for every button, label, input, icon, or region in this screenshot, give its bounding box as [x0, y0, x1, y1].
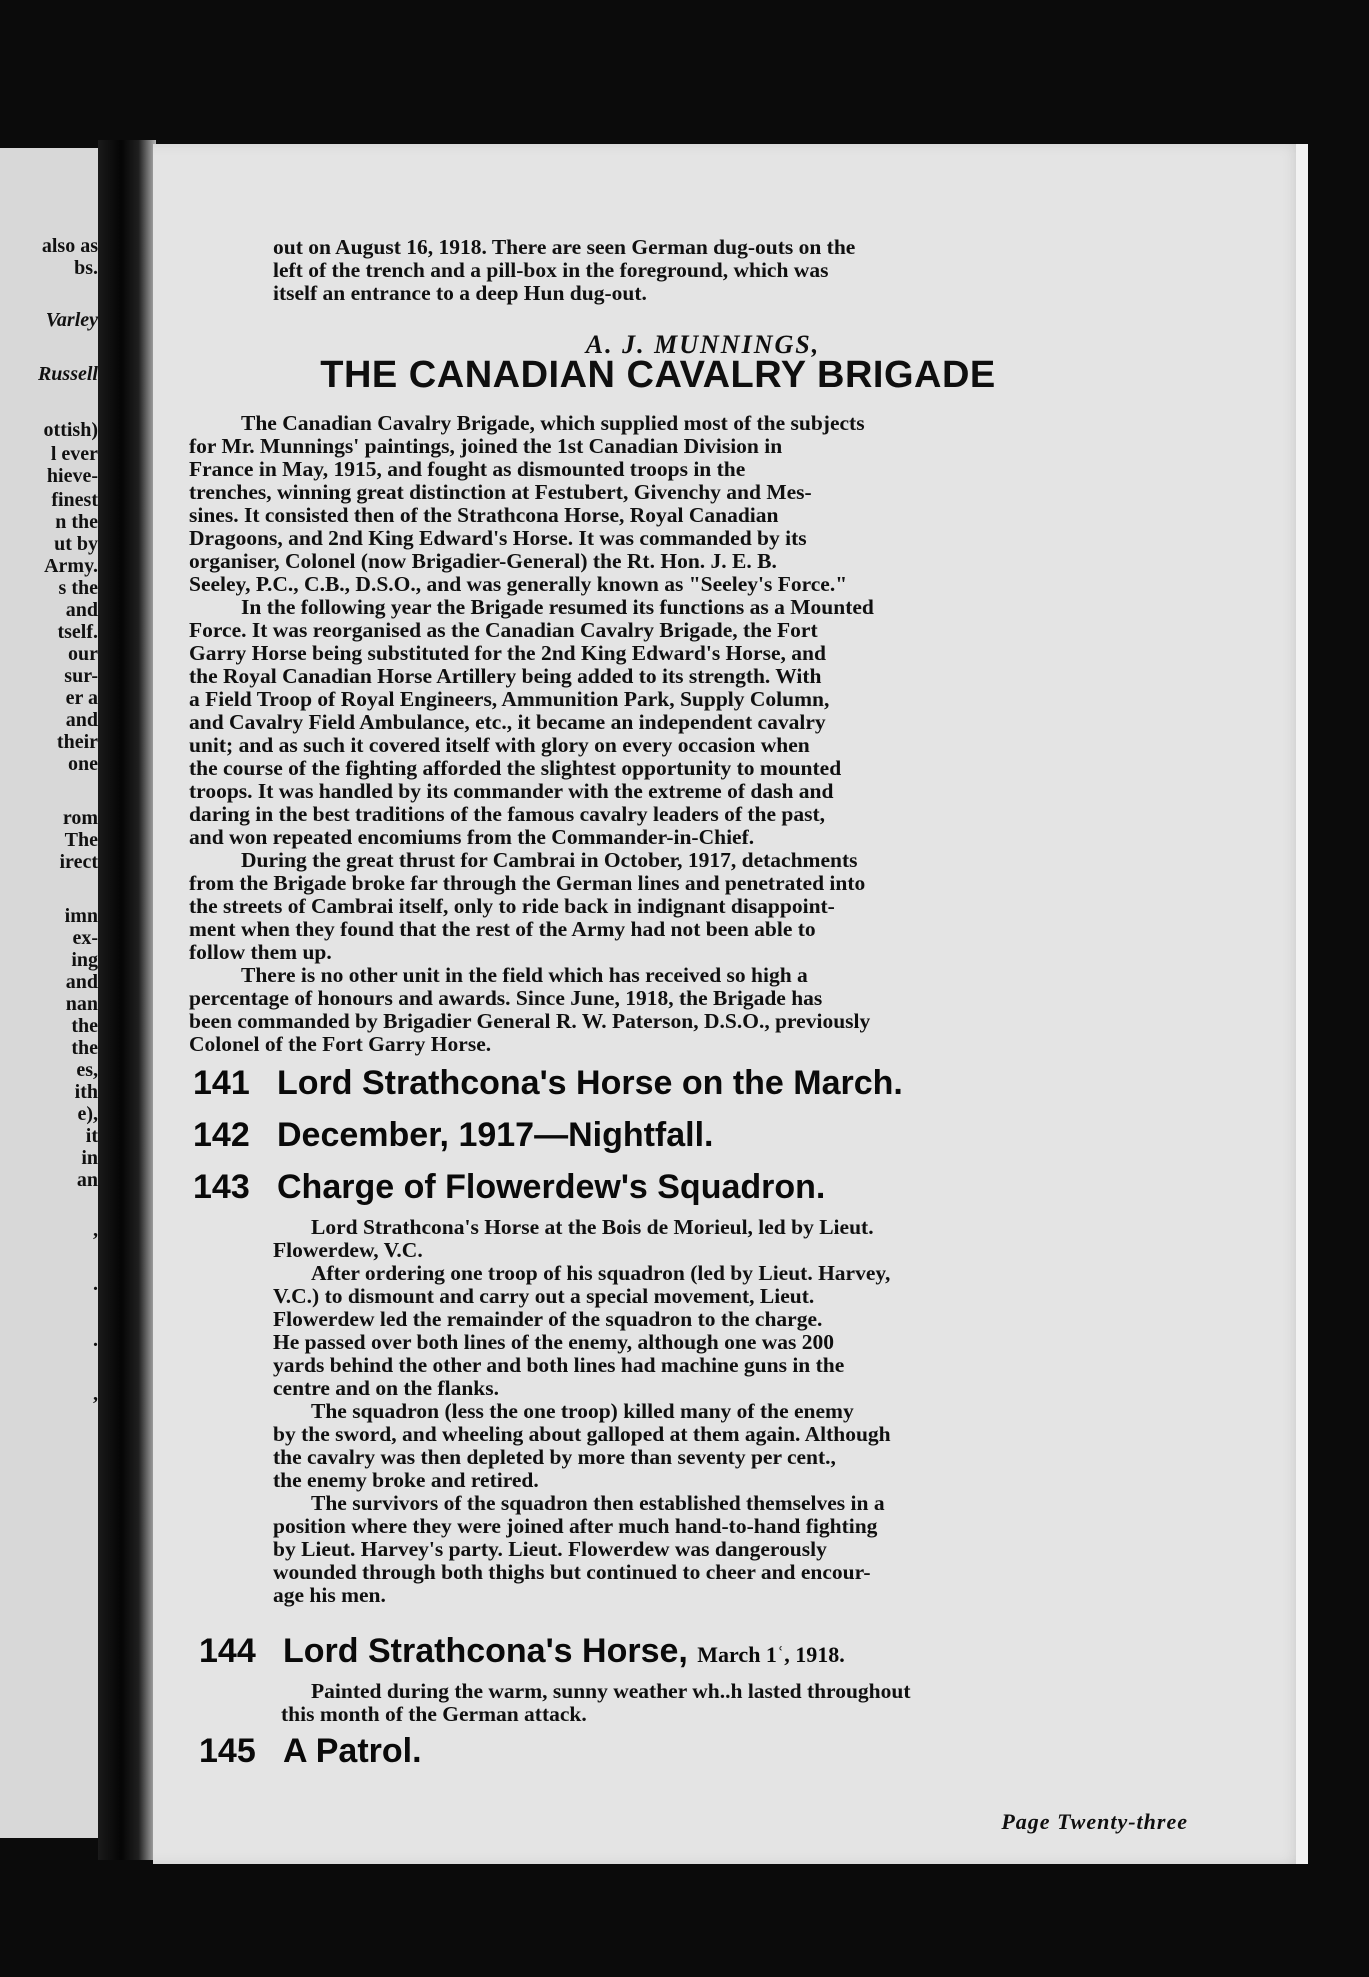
text-line: Force. It was reorganised as the Canadian Cavalry Brigade, the Fort	[189, 618, 818, 642]
text-line: position where they were joined after much hand-to-hand fighting	[273, 1514, 878, 1538]
left-page-fragment: bs.	[74, 257, 98, 279]
left-page-fragment: es,	[76, 1059, 98, 1081]
text-line: Painted during the warm, sunny weather wh..h lasted throughout	[311, 1679, 911, 1703]
text-line: trenches, winning great distinction at Festubert, Givenchy and Mes-	[189, 480, 812, 504]
opening-paragraph	[273, 236, 1055, 305]
text-line: and Cavalry Field Ambulance, etc., it became an independent cavalry	[189, 710, 826, 734]
text-line: troops. It was handled by its commander with the extreme of dash and	[189, 779, 834, 803]
left-page-fragment: ut by	[54, 533, 98, 555]
text-line: Seeley, P.C., C.B., D.S.O., and was generally known as "Seeley's Force."	[189, 572, 848, 596]
book-gutter	[98, 140, 156, 1860]
text-line: The Canadian Cavalry Brigade, which supplied most of the subjects	[241, 411, 865, 435]
left-page-fragment: Varley	[45, 309, 98, 331]
left-page-fragment: ith	[74, 1081, 98, 1103]
left-page-fragment: rom	[62, 807, 98, 829]
left-facing-page	[0, 148, 98, 1838]
item-144-heading: 144 Lord Strathcona's Horse, March 1ʿ, 1918.	[199, 1632, 845, 1670]
left-page-fragment: in	[81, 1147, 98, 1169]
text-line: The survivors of the squadron then established themselves in a	[311, 1491, 885, 1515]
page-number: Page Twenty-three	[1001, 1809, 1188, 1834]
left-page-fragment: .	[93, 1329, 98, 1351]
text-line: percentage of honours and awards. Since June, 1918, the Brigade has	[189, 986, 823, 1010]
left-page-fragment: The	[64, 829, 98, 851]
text-line: and won repeated encomiums from the Commander-in-Chief.	[189, 825, 755, 849]
left-page-fragment: hieve-	[46, 465, 98, 487]
intro-paragraph	[189, 849, 1059, 964]
left-page-fragment: imn	[64, 905, 98, 927]
left-page-fragment: Russell	[37, 363, 98, 385]
text-line: a Field Troop of Royal Engineers, Ammunition Park, Supply Column,	[189, 687, 830, 711]
left-page-fragment: l ever	[50, 443, 98, 465]
item-144-date: March 1ʿ, 1918.	[697, 1642, 845, 1667]
left-page-fragment: tself.	[57, 621, 98, 643]
text-line: the Royal Canadian Horse Artillery being added to its strength. With	[189, 664, 822, 688]
text-line: The squadron (less the one troop) killed many of the enemy	[311, 1399, 854, 1423]
text-line: by the sword, and wheeling about galloped at them again. Although	[273, 1422, 891, 1446]
item-143-heading: 143 Charge of Flowerdew's Squadron.	[193, 1168, 826, 1206]
left-page-fragment: an	[76, 1169, 98, 1191]
text-line: In the following year the Brigade resumed its functions as a Mounted	[241, 595, 874, 619]
text-line: He passed over both lines of the enemy, although one was 200	[273, 1330, 835, 1354]
text-line: sines. It consisted then of the Strathcona Horse, Royal Canadian	[189, 503, 779, 527]
left-page-fragment: ottish)	[43, 419, 98, 441]
left-page-fragment: one	[68, 753, 98, 775]
text-line: There is no other unit in the field which has received so high a	[241, 963, 808, 987]
text-line: itself an entrance to a deep Hun dug-out.	[273, 281, 647, 305]
text-line: the streets of Cambrai itself, only to ride back in indignant disappoint-	[189, 894, 835, 918]
item-143-paragraph	[273, 1492, 1063, 1607]
text-line: been commanded by Brigadier General R. W. Paterson, D.S.O., previously	[189, 1009, 871, 1033]
text-line: daring in the best traditions of the famous cavalry leaders of the past,	[189, 802, 826, 826]
text-line: Colonel of the Fort Garry Horse.	[189, 1032, 492, 1056]
left-page-fragment: Army.	[44, 555, 98, 577]
text-line: age his men.	[273, 1583, 386, 1607]
item-142-heading: 142 December, 1917—Nightfall.	[193, 1116, 714, 1154]
left-page-fragment: n the	[55, 511, 98, 533]
main-page	[153, 144, 1308, 1864]
text-line: unit; and as such it covered itself with glory on every occasion when	[189, 733, 810, 757]
left-page-fragment: e),	[77, 1103, 98, 1125]
text-line: France in May, 1915, and fought as dismounted troops in the	[189, 457, 746, 481]
text-line: Garry Horse being substituted for the 2nd King Edward's Horse, and	[189, 641, 826, 665]
left-page-fragment: the	[71, 1015, 98, 1037]
item-143-paragraph	[273, 1400, 1063, 1492]
item-143-paragraph	[273, 1216, 1063, 1262]
left-page-fragment: ing	[71, 949, 98, 971]
text-line: the course of the fighting afforded the slightest opportunity to mounted	[189, 756, 842, 780]
text-line: Dragoons, and 2nd King Edward's Horse. It was commanded by its	[189, 526, 807, 550]
left-page-fragment: our	[68, 643, 98, 665]
left-page-fragment: sur-	[64, 665, 98, 687]
text-line: After ordering one troop of his squadron (led by Lieut. Harvey,	[311, 1261, 891, 1285]
text-line: centre and on the flanks.	[273, 1376, 499, 1400]
item-143-paragraph	[273, 1262, 1063, 1400]
left-page-fragment: finest	[51, 489, 98, 511]
left-page-fragment: ex-	[72, 927, 98, 949]
item-141-heading: 141 Lord Strathcona's Horse on the March.	[193, 1064, 903, 1102]
left-page-fragment: and	[65, 599, 98, 621]
intro-paragraph	[189, 596, 1059, 849]
text-line: the cavalry was then depleted by more than seventy per cent.,	[273, 1445, 836, 1469]
left-page-fragment: their	[56, 731, 98, 753]
left-page-fragment: also as	[41, 235, 98, 257]
left-page-fragment: s the	[58, 577, 98, 599]
left-page-fragment: er a	[65, 687, 98, 709]
left-page-fragment: nan	[65, 993, 98, 1015]
text-line: Flowerdew, V.C.	[273, 1238, 423, 1262]
text-line: yards behind the other and both lines had machine guns in the	[273, 1353, 845, 1377]
text-line: wounded through both thighs but continued to cheer and encour-	[273, 1560, 871, 1584]
left-page-fragment: .	[93, 1273, 98, 1295]
text-line: follow them up.	[189, 940, 332, 964]
item-144-description	[281, 1680, 1066, 1726]
left-page-fragment: it	[85, 1125, 98, 1147]
text-line: from the Brigade broke far through the German lines and penetrated into	[189, 871, 866, 895]
text-line: this month of the German attack.	[281, 1702, 587, 1726]
text-line: for Mr. Munnings' paintings, joined the 1st Canadian Division in	[189, 434, 783, 458]
author-name: A. J. MUNNINGS,	[585, 330, 821, 359]
intro-paragraph	[189, 964, 1059, 1056]
intro-paragraph	[189, 412, 1059, 596]
text-line: organiser, Colonel (now Brigadier-General) the Rt. Hon. J. E. B.	[189, 549, 777, 573]
text-line: Flowerdew led the remainder of the squadron to the charge.	[273, 1307, 823, 1331]
text-line: During the great thrust for Cambrai in October, 1917, detachments	[241, 848, 858, 872]
section-heading: THE CANADIAN CAVALRY BRIGADE	[320, 354, 996, 396]
text-line: out on August 16, 1918. There are seen German dug-outs on the	[273, 235, 856, 259]
item-145-heading: 145 A Patrol.	[199, 1732, 422, 1770]
left-page-fragment: the	[71, 1037, 98, 1059]
text-line: V.C.) to dismount and carry out a special movement, Lieut.	[273, 1284, 815, 1308]
text-line: Lord Strathcona's Horse at the Bois de Morieul, led by Lieut.	[311, 1215, 874, 1239]
text-line: by Lieut. Harvey's party. Lieut. Flowerdew was dangerously	[273, 1537, 827, 1561]
left-page-fragment: ,	[93, 1219, 98, 1241]
left-page-fragment: and	[65, 971, 98, 993]
left-page-fragment: ,	[93, 1383, 98, 1405]
text-line: ment when they found that the rest of the Army had not been able to	[189, 917, 816, 941]
text-line: left of the trench and a pill-box in the foreground, which was	[273, 258, 829, 282]
text-line: the enemy broke and retired.	[273, 1468, 539, 1492]
left-page-fragment: and	[65, 709, 98, 731]
left-page-fragment: irect	[59, 851, 98, 873]
